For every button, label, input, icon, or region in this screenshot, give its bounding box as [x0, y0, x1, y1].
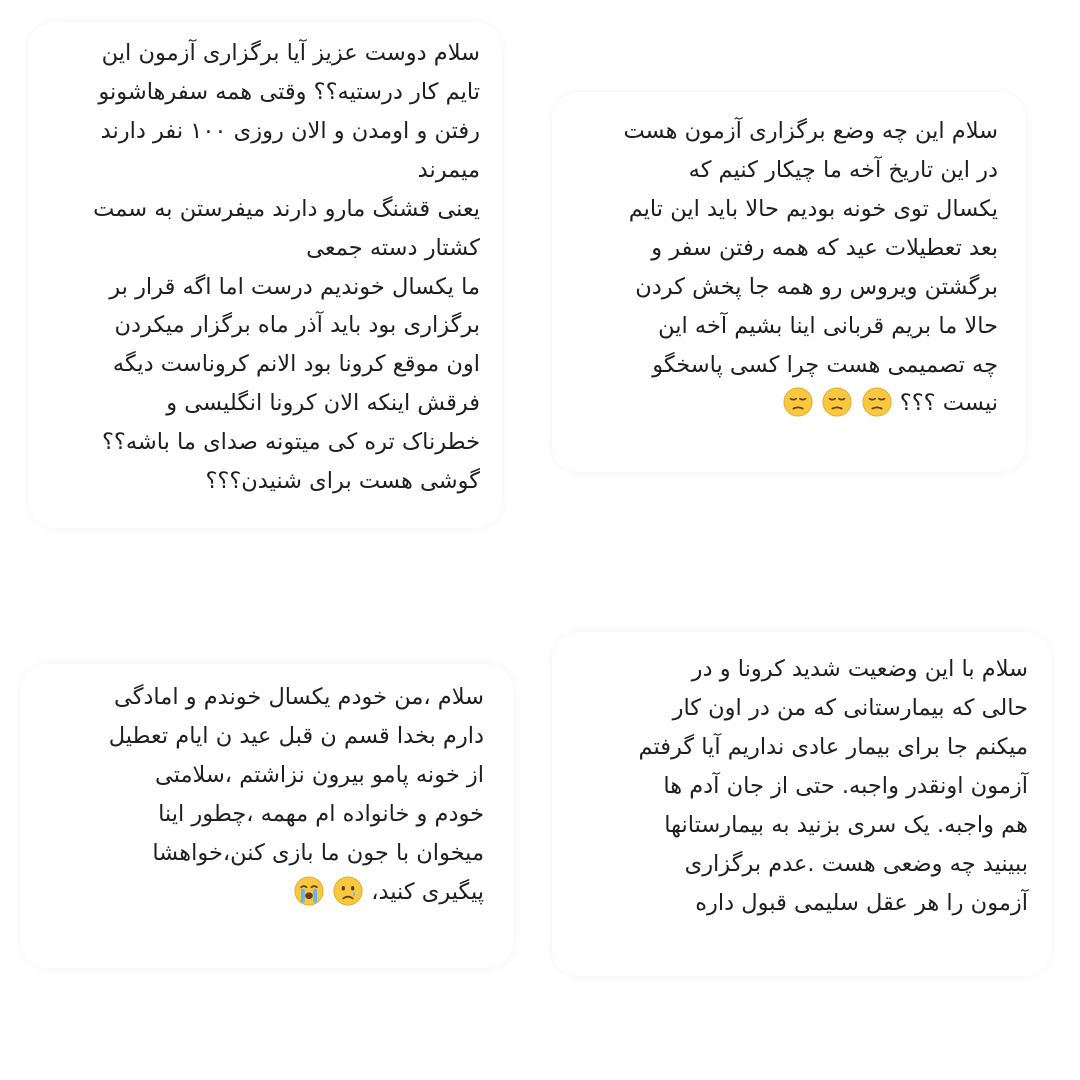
pensive-face-icon [783, 387, 813, 417]
emoji-row [782, 384, 892, 423]
message-line: میخوان با جون ما بازی کنن،خواهشا [152, 839, 484, 866]
message-line: چه تصمیمی هست چرا کسی پاسخگو [652, 351, 998, 378]
message-line: سلام با این وضعیت شدید کرونا و در [691, 656, 1028, 682]
message-line: برگزاری بود باید آذر ماه برگزار میکردن [114, 312, 480, 339]
message-line: سلام ،من خودم یکسال خوندم و امادگی [113, 684, 484, 710]
message-line: پیگیری کنید، [371, 878, 484, 905]
message-line: میکنم جا برای بیمار عادی نداریم آیا گرفتم [638, 733, 1028, 760]
loudly-crying-face-icon [294, 876, 324, 906]
message-bubble-bottom-right [552, 632, 1052, 976]
message-line: هم واجبه. یک سری بزنید به بیمارستانها [664, 811, 1028, 838]
message-line: گوشی هست برای شنیدن؟؟؟ [205, 468, 480, 495]
message-line: ببینید چه وضعی هست .عدم برگزاری [684, 850, 1028, 877]
message-bubble-bottom-left [20, 664, 514, 968]
message-line: تایم کار درستیه؟؟ وقتی همه سفرهاشونو [98, 78, 480, 105]
message-line: حالی که بیمارستانی که من در اون کار [672, 694, 1028, 721]
message-line: سلام دوست عزیز آیا برگزاری آزمون این [101, 40, 480, 66]
message-line: در این تاریخ آخه ما چیکار کنیم که [688, 156, 998, 183]
message-line: بعد تعطیلات عید که همه رفتن سفر و [651, 234, 998, 261]
message-line: آزمون اونقدر واجبه. حتی از جان آدم ها [663, 772, 1028, 799]
emoji-row [293, 873, 364, 912]
message-line: فرقش اینکه الان کرونا انگلیسی و [166, 390, 480, 417]
message-line: برگشتن ویروس رو همه جا پخش کردن [635, 273, 998, 300]
message-line: یعنی قشنگ مارو دارند میفرستن به سمت [93, 195, 480, 222]
message-line: سلام این چه وضع برگزاری آزمون هست [623, 118, 998, 144]
message-line-with-emoji [568, 384, 998, 423]
message-line-with-emoji [34, 873, 484, 912]
pensive-face-icon [862, 387, 892, 417]
message-bubble-top-left [28, 22, 502, 528]
message-line: دارم بخدا قسم ن قبل عید ن ایام تعطیل [108, 722, 484, 749]
message-line: رفتن و اومدن و الان روزی ۱۰۰ نفر دارند [100, 117, 480, 144]
pensive-face-icon [822, 387, 852, 417]
message-line: آزمون را هر عقل سلیمی قبول داره [695, 889, 1028, 916]
message-line: خطرناک تره کی میتونه صدای ما باشه؟؟ [101, 429, 480, 456]
message-bubble-top-right [552, 92, 1026, 472]
message-line: نیست ؟؟؟ [899, 390, 998, 417]
crying-face-icon [333, 876, 363, 906]
message-line: اون موقع کرونا بود الانم کروناست دیگه [112, 351, 480, 378]
message-line: از خونه پامو بیرون نزاشتم ،سلامتی [154, 761, 484, 788]
message-line: میمرند [417, 156, 480, 183]
message-line: حالا ما بریم قربانی اینا بشیم آخه این [658, 312, 998, 339]
message-line: خودم و خانواده ام مهمه ،چطور اینا [158, 800, 484, 827]
message-line: یکسال توی خونه بودیم حالا باید این تایم [628, 195, 998, 222]
message-line: کشتار دسته جمعی [306, 234, 480, 261]
message-line: ما یکسال خوندیم درست اما اگه قرار بر [109, 273, 480, 300]
